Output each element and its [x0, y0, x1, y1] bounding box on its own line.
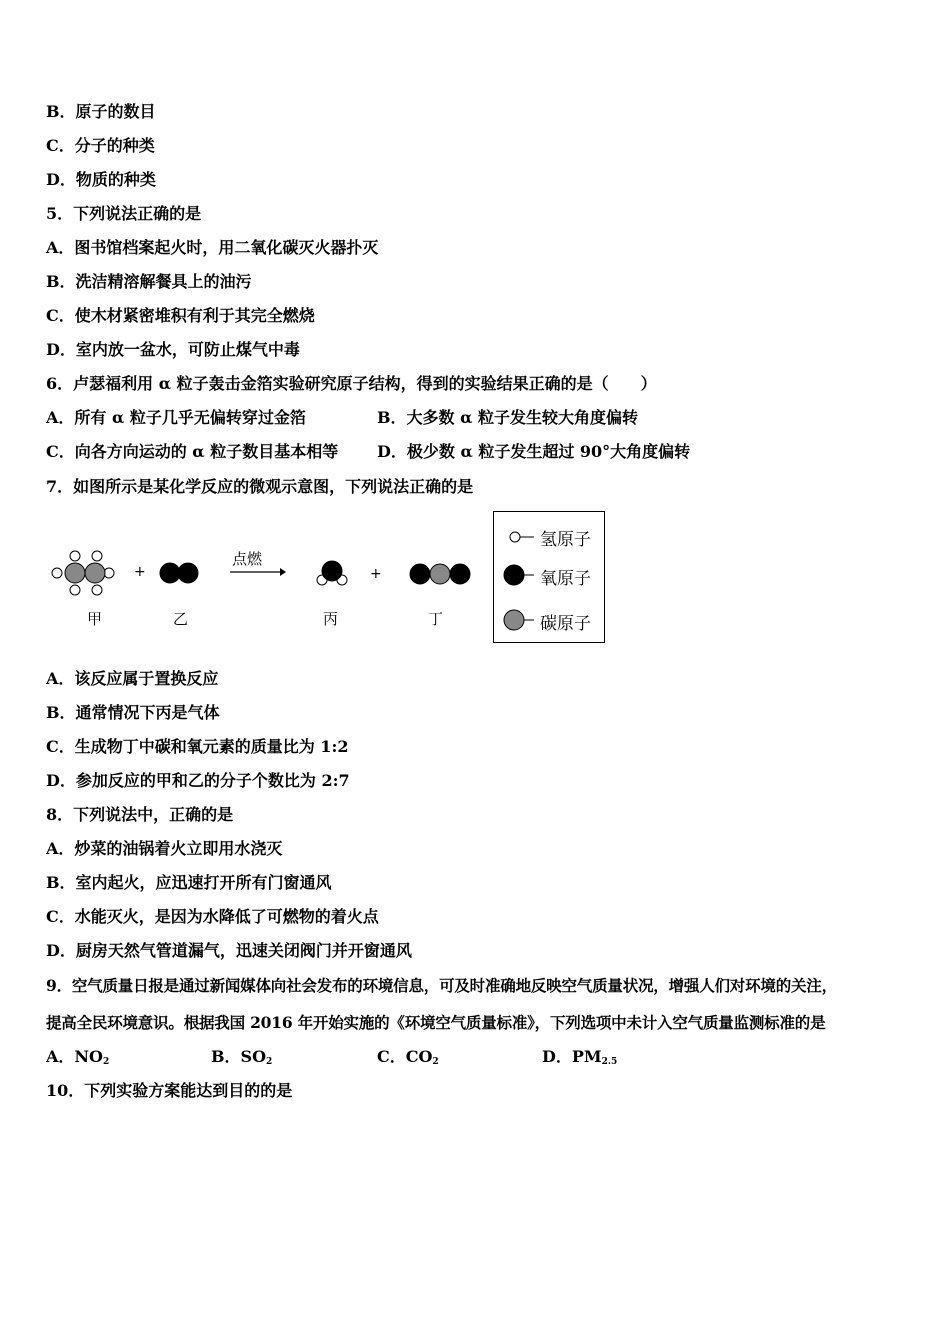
q7-option-c: C．生成物丁中碳和氧元素的质量比为 1:2 [46, 737, 349, 756]
legend-carbon [502, 608, 606, 632]
q6-option-d: D．极少数 α 粒子发生超过 90°大角度偏转 [377, 442, 691, 461]
reaction-arrow [230, 568, 286, 576]
reaction-diagram [46, 508, 616, 648]
q4-option-b: B．原子的数目 [46, 102, 156, 121]
q9-option-a: A．$NO_2$ [46, 1047, 110, 1067]
q9-stem-line-1: 9．空气质量日报是通过新闻媒体向社会发布的环境信息，可及时准确地反映空气质量状况，增强人们对环境的关注， [46, 976, 837, 995]
legend-carbon-label: 碳原子 [540, 614, 591, 634]
label-bing: 丙 [323, 610, 339, 628]
label-yi: 乙 [173, 610, 189, 628]
oxygen-atom-icon [502, 563, 538, 587]
plus-sign-2: + [370, 566, 382, 582]
q6-stem: 6．卢瑟福利用 α 粒子轰击金箔实验研究原子结构，得到的实验结果正确的是（ ） [46, 374, 657, 393]
carbon-atom-icon [502, 608, 538, 632]
q8-option-c: C．水能灭火，是因为水降低了可燃物的着火点 [46, 907, 379, 926]
q4-option-c: C．分子的种类 [46, 136, 155, 155]
molecule-jia [52, 551, 114, 595]
q8-option-b: B．室内起火，应迅速打开所有门窗通风 [46, 873, 332, 892]
condition-label: 点燃 [232, 550, 263, 568]
q5-stem: 5．下列说法正确的是 [46, 204, 202, 223]
q6-option-c: C．向各方向运动的 α 粒子数目基本相等 [46, 442, 339, 461]
q8-option-d: D．厨房天然气管道漏气，迅速关闭阀门并开窗通风 [46, 941, 412, 960]
q5-option-c: C．使木材紧密堆积有利于其完全燃烧 [46, 306, 315, 325]
q4-option-d: D．物质的种类 [46, 170, 156, 189]
q9-option-d: D．$PM_{2.5}$ [542, 1047, 618, 1067]
q8-stem: 8．下列说法中，正确的是 [46, 805, 234, 824]
atom-legend [493, 511, 605, 643]
legend-hydrogen [502, 524, 606, 548]
q9-option-b: B．$SO_2$ [211, 1047, 273, 1067]
q5-option-b: B．洗洁精溶解餐具上的油污 [46, 272, 252, 291]
legend-hydrogen-label: 氢原子 [540, 530, 591, 550]
q9-stem-line-2: 提高全民环境意识。根据我国 2016 年开始实施的《环境空气质量标准》，下列选项中未计入空气质量监测标准的是 [46, 1013, 826, 1032]
q7-option-a: A．该反应属于置换反应 [46, 669, 219, 688]
q7-stem: 7．如图所示是某化学反应的微观示意图，下列说法正确的是 [46, 477, 474, 496]
q5-option-a: A．图书馆档案起火时，用二氧化碳灭火器扑灭 [46, 238, 379, 257]
q8-option-a: A．炒菜的油锅着火立即用水浇灭 [46, 839, 283, 858]
label-ding: 丁 [428, 610, 444, 628]
label-jia: 甲 [87, 610, 103, 628]
q7-option-d: D．参加反应的甲和乙的分子个数比为 2:7 [46, 771, 350, 790]
molecule-ding [410, 564, 470, 584]
reaction-molecules [46, 508, 486, 648]
q9-option-c: C．$CO_2$ [377, 1047, 439, 1067]
legend-oxygen-label: 氧原子 [540, 569, 591, 589]
legend-oxygen [502, 563, 606, 587]
q5-option-d: D．室内放一盆水，可防止煤气中毒 [46, 340, 300, 359]
molecule-yi [160, 563, 198, 583]
q6-option-a: A．所有 α 粒子几乎无偏转穿过金箔 [46, 408, 306, 427]
q10-stem: 10．下列实验方案能达到目的的是 [46, 1081, 293, 1100]
hydrogen-atom-icon [502, 524, 538, 548]
plus-sign-1: + [134, 564, 146, 580]
q7-option-b: B．通常情况下丙是气体 [46, 703, 220, 722]
molecule-bing [317, 561, 347, 585]
q6-option-b: B．大多数 α 粒子发生较大角度偏转 [377, 408, 638, 427]
